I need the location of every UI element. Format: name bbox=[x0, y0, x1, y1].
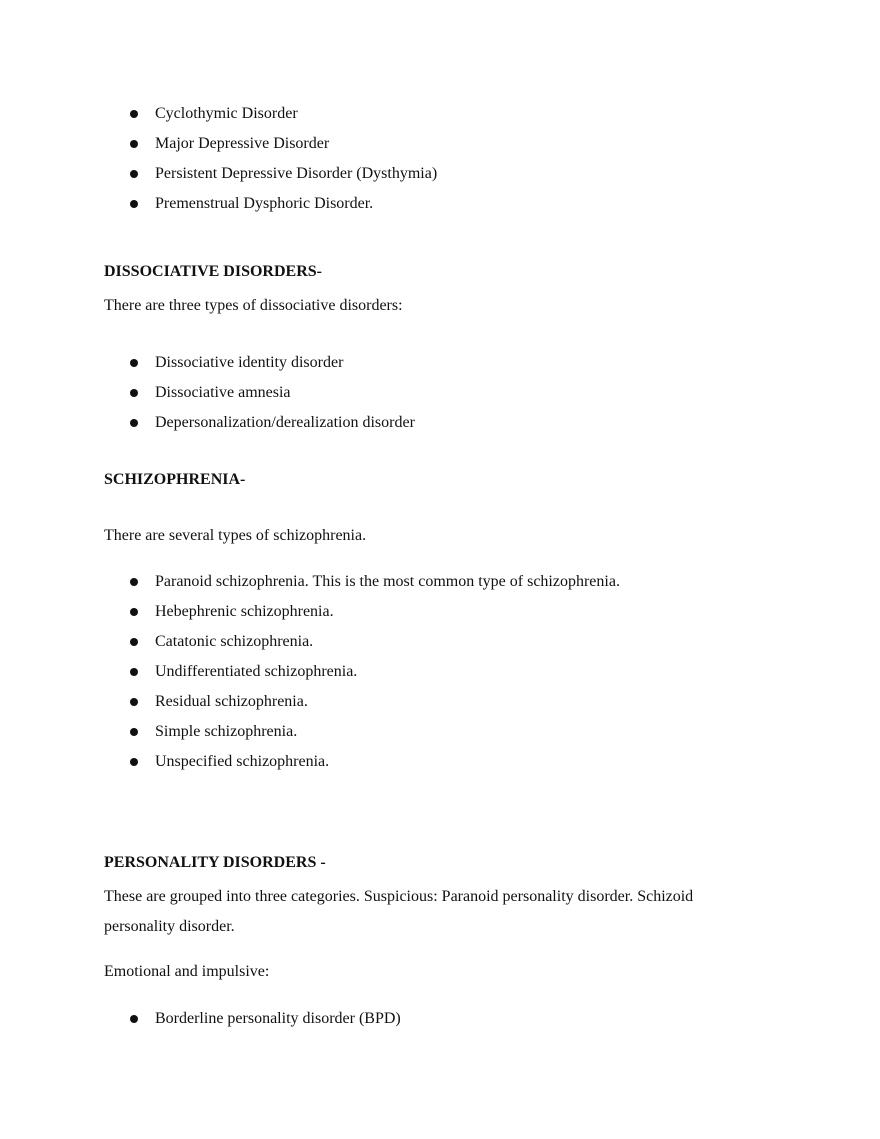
bullet-icon bbox=[130, 389, 138, 397]
dissociative-intro: There are three types of dissociative disorders: bbox=[104, 297, 403, 314]
list-item-text: Depersonalization/derealization disorder bbox=[155, 414, 415, 431]
personality-intro-block bbox=[104, 882, 764, 942]
dissociative-list bbox=[104, 348, 804, 438]
bullet-icon bbox=[130, 419, 138, 427]
list-item-text: Dissociative amnesia bbox=[155, 384, 291, 401]
section-heading-dissociative: DISSOCIATIVE DISORDERS- bbox=[104, 263, 322, 280]
bullet-icon bbox=[130, 578, 138, 586]
bullet-icon bbox=[130, 200, 138, 208]
personality-intro: These are grouped into three categories. Suspicious: Paranoid personality disorder. Schizoid personality disorder. bbox=[104, 888, 694, 935]
dissociative-list-block bbox=[104, 348, 804, 438]
dissociative-intro-block bbox=[104, 291, 804, 321]
bullet-icon bbox=[130, 698, 138, 706]
bullet-icon bbox=[130, 140, 138, 148]
list-item-text: Hebephrenic schizophrenia. bbox=[155, 603, 334, 620]
list-item bbox=[104, 627, 804, 657]
list-item-text: Undifferentiated schizophrenia. bbox=[155, 663, 358, 680]
list-item-text: Persistent Depressive Disorder (Dysthymia) bbox=[155, 165, 438, 182]
list-item bbox=[104, 408, 804, 438]
schizophrenia-intro-block bbox=[104, 521, 804, 551]
list-item bbox=[104, 348, 804, 378]
section-heading-schizophrenia: SCHIZOPHRENIA- bbox=[104, 471, 246, 488]
list-item bbox=[104, 687, 804, 717]
list-item bbox=[104, 657, 804, 687]
list-item-text: Borderline personality disorder (BPD) bbox=[155, 1010, 401, 1027]
list-item bbox=[104, 99, 804, 129]
mood-disorders-list bbox=[104, 99, 804, 219]
list-item-text: Dissociative identity disorder bbox=[155, 354, 344, 371]
bullet-icon bbox=[130, 1015, 138, 1023]
list-item bbox=[104, 378, 804, 408]
personality-list bbox=[104, 1004, 804, 1034]
schizophrenia-section bbox=[104, 469, 804, 491]
list-item bbox=[104, 129, 804, 159]
personality-subheading-block bbox=[104, 957, 804, 987]
bullet-icon bbox=[130, 638, 138, 646]
mood-disorders-list-block bbox=[104, 99, 804, 219]
bullet-icon bbox=[130, 608, 138, 616]
schizophrenia-intro: There are several types of schizophrenia. bbox=[104, 527, 367, 544]
bullet-icon bbox=[130, 728, 138, 736]
list-item-text: Premenstrual Dysphoric Disorder. bbox=[155, 195, 374, 212]
list-item bbox=[104, 747, 804, 777]
list-item-text: Unspecified schizophrenia. bbox=[155, 753, 330, 770]
list-item-text: Cyclothymic Disorder bbox=[155, 105, 298, 122]
list-item bbox=[104, 717, 804, 747]
list-item bbox=[104, 159, 804, 189]
list-item-text: Catatonic schizophrenia. bbox=[155, 633, 314, 650]
section-heading-personality: PERSONALITY DISORDERS - bbox=[104, 854, 326, 871]
bullet-icon bbox=[130, 170, 138, 178]
bullet-icon bbox=[130, 359, 138, 367]
bullet-icon bbox=[130, 110, 138, 118]
dissociative-section bbox=[104, 261, 804, 283]
list-item-text: Major Depressive Disorder bbox=[155, 135, 330, 152]
personality-section bbox=[104, 852, 804, 874]
list-item-text: Residual schizophrenia. bbox=[155, 693, 308, 710]
bullet-icon bbox=[130, 668, 138, 676]
list-item bbox=[104, 567, 804, 597]
list-item bbox=[104, 189, 804, 219]
personality-subheading: Emotional and impulsive: bbox=[104, 963, 270, 980]
list-item-text: Simple schizophrenia. bbox=[155, 723, 298, 740]
bullet-icon bbox=[130, 758, 138, 766]
list-item bbox=[104, 597, 804, 627]
list-item-text: Paranoid schizophrenia. This is the most common type of schizophrenia. bbox=[155, 573, 620, 590]
schizophrenia-list bbox=[104, 567, 804, 777]
schizophrenia-list-block bbox=[104, 567, 804, 777]
list-item bbox=[104, 1004, 804, 1034]
personality-list-block bbox=[104, 1004, 804, 1034]
